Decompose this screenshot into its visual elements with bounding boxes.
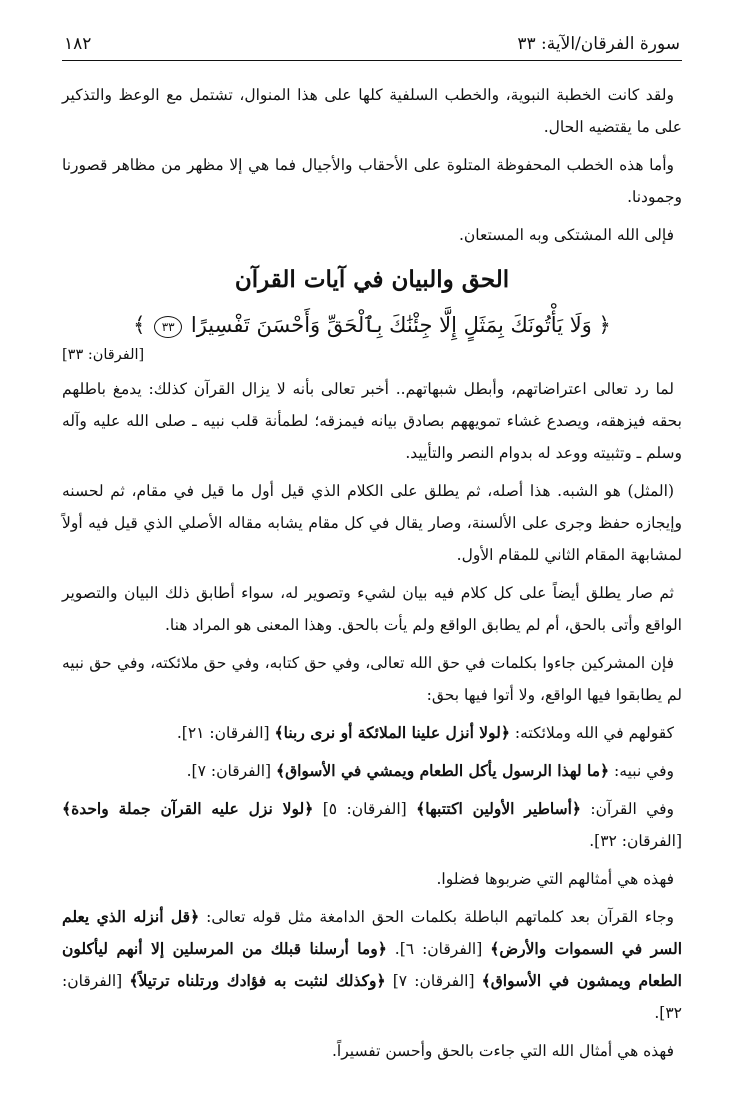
page-number: ١٨٢	[64, 34, 92, 54]
quote-line-3	[62, 793, 682, 857]
book-page	[62, 34, 682, 1073]
body-paragraph-3: ثم صار يطلق أيضاً على كل كلام فيه بيان لشيء وتصوير له، سواء أطابق ذلك البيان والتصوير الواقع وأتى بالحق، أم لم يطابق الواقع ولم يأت بالحق. وهذا المعنى هو المراد هنا.	[62, 584, 682, 634]
intro-paragraph-2: وأما هذه الخطب المحفوظة المتلوة على الأحقاب والأجيال فما هي إلا مظهر من مظاهر قصورنا وجمودنا.	[62, 156, 682, 206]
body-paragraph-4: فإن المشركين جاءوا بكلمات في حق الله تعالى، وفي حق كتابه، وفي حق ملائكته، وفي حق نبيه لم يطابقوا فيها الواقع، ولا أتوا فيها بحق:	[62, 654, 682, 704]
verse-text: وَلَا يَأْتُونَكَ بِمَثَلٍ إِلَّا جِئْنَٰكَ بِٱلْحَقِّ وَأَحْسَنَ تَفْسِيرًا	[190, 313, 592, 337]
intro-paragraph-3: فإلى الله المشتكى وبه المستعان.	[458, 226, 674, 244]
quote-1-text: ﴿لولا أنزل علينا الملائكة أو نرى ربنا﴾	[274, 723, 510, 742]
quran-verse	[62, 305, 682, 345]
p6-ref-1: [الفرقان: ٦].	[386, 940, 491, 958]
p6-ref-3: [الفرقان: ٣٢].	[62, 972, 682, 1022]
quote-3-prefix: وفي القرآن:	[581, 800, 674, 818]
quote-line-2	[62, 755, 682, 787]
p6-quote-1: ﴿قل أنزله الذي يعلم السر في السموات والأرض﴾	[62, 907, 683, 958]
quote-1-prefix: كقولهم في الله وملائكته:	[509, 724, 674, 742]
p6-prefix: وجاء القرآن بعد كلماتهم الباطلة بكلمات الحق الدامغة مثل قوله تعالى:	[199, 908, 674, 926]
verse-reference: [الفرقان: ٣٣]	[62, 347, 145, 363]
quote-2-prefix: وفي نبيه:	[609, 762, 674, 780]
running-header	[62, 34, 682, 61]
p6-quote-3: ﴿وكذلك لنثبت به فؤادك ورتلناه ترتيلاً﴾	[129, 971, 386, 990]
intro-paragraph-1: ولقد كانت الخطبة النبوية، والخطب السلفية كلها على هذا المنوال، تشتمل مع الوعظ والتذكير على ما يقتضيه الحال.	[62, 86, 682, 136]
quote-2-ref: [الفرقان: ٧].	[186, 762, 276, 780]
body-paragraph-2: (المثل) هو الشبه. هذا أصله، ثم يطلق على الكلام الذي قيل أول ما قيل في مقام، ثم لحسنه وإيجازه حفظ وجرى على الألسنة، وصار يقال في كل مقام يشابه مقاله الأصلي الذي قيل فيه أولاً لمشابهة المقام الثاني للمقام الأول.	[62, 482, 682, 564]
body-paragraph-1: لما رد تعالى اعتراضاتهم، وأبطل شبهاتهم.. أخبر تعالى بأنه لا يزال القرآن كذلك: يدمغ باطلهم بحقه فيزهقه، ويصدع غشاء تمويههم بصادق بيانه فيمزقه؛ لطمأنة قلب نبيه ـ صلى الله عليه وآله وسلم ـ وتثبيته ووعد له بدوام النصر والتأييد.	[62, 380, 682, 462]
quote-3-ref-b: [الفرقان: ٣٢].	[589, 832, 682, 850]
section-title: الحق والبيان في آيات القرآن	[234, 266, 510, 293]
surah-label: سورة الفرقان/الآية: ٣٣	[517, 34, 680, 54]
quote-3-text-a: ﴿أساطير الأولين اكتتبها﴾	[416, 799, 582, 818]
body-paragraph-5: فهذه هي أمثالهم التي ضربوها فضلوا.	[436, 870, 674, 888]
verse-close-bracket: ﴾	[133, 313, 146, 337]
ayah-number-marker: ٣٣	[154, 316, 182, 338]
p6-ref-2: [الفرقان: ٧]	[385, 972, 482, 990]
verse-open-bracket: ﴿	[598, 313, 611, 337]
p6-quote-2: ﴿وما أرسلنا قبلك من المرسلين إلا أنهم ليأكلون الطعام ويمشون في الأسواق﴾	[62, 939, 682, 990]
body-paragraph-6	[62, 901, 682, 1029]
page-content	[62, 61, 682, 1067]
quote-3-text-b: ﴿لولا نزل عليه القرآن جملة واحدة﴾	[62, 799, 314, 818]
body-paragraph-7: فهذه هي أمثال الله التي جاءت بالحق وأحسن تفسيراً.	[331, 1042, 674, 1060]
quote-2-text: ﴿ما لهذا الرسول يأكل الطعام ويمشي في الأسواق﴾	[276, 761, 610, 780]
quote-3-ref-a: [الفرقان: ٥]	[313, 800, 417, 818]
quote-line-1	[62, 717, 682, 749]
quote-1-ref: [الفرقان: ٢١].	[176, 724, 275, 742]
